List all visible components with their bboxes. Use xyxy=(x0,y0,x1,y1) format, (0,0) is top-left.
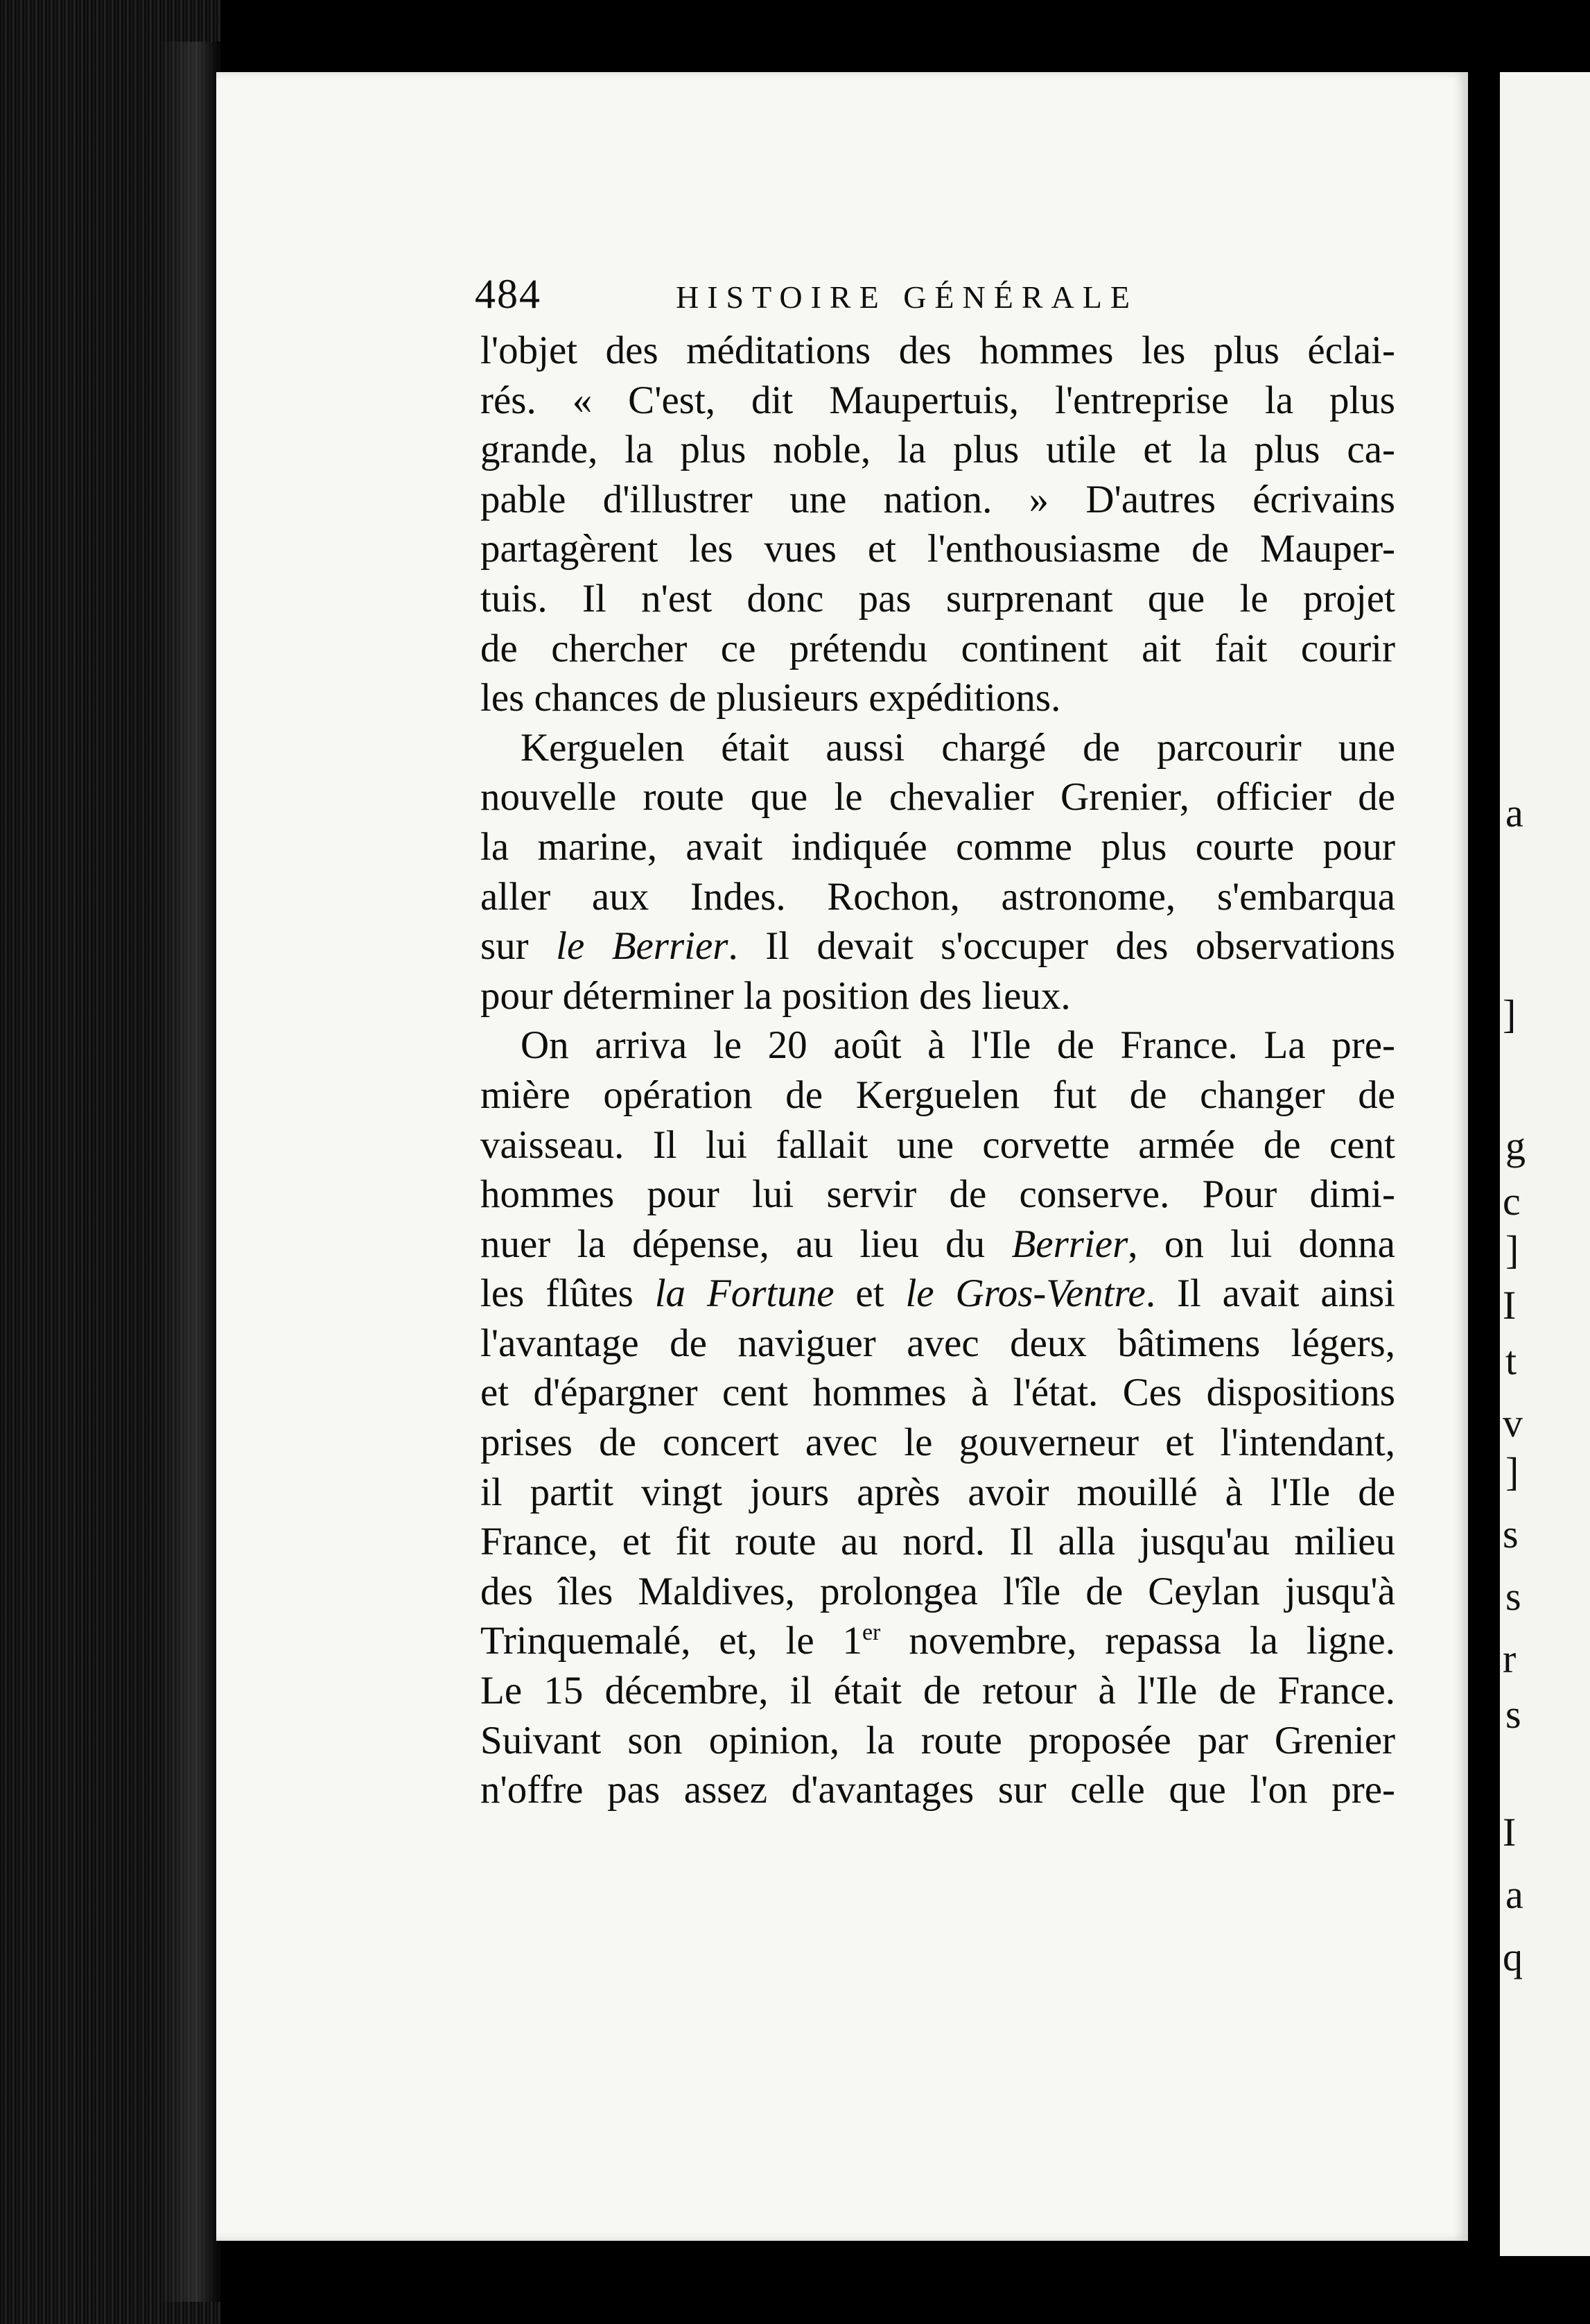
adjacent-page-glyph: v xyxy=(1503,1401,1523,1446)
text-line: les chances de plusieurs expéditions. xyxy=(480,676,1061,720)
text-line: la marine, avait indiquée comme plus courte pour xyxy=(480,824,1395,869)
adjacent-page-glyph: a xyxy=(1505,790,1523,835)
adjacent-page-glyph: g xyxy=(1505,1123,1526,1168)
page-number: 484 xyxy=(475,271,541,317)
running-head: HISTOIRE GÉNÉRALE xyxy=(676,279,1138,315)
text-line: des îles Maldives, prolongea l'île de Ceylan jusqu'à xyxy=(480,1569,1395,1613)
page-text-block xyxy=(475,270,1395,1815)
adjacent-page-glyph: ] xyxy=(1503,991,1517,1037)
text-line: tuis. Il n'est donc pas surprenant que le projet xyxy=(480,576,1395,621)
page-header xyxy=(475,270,1395,326)
text-line: sur le Berrier. Il devait s'occuper des observations xyxy=(480,924,1395,969)
adjacent-page-glyph: s xyxy=(1505,1692,1521,1737)
binding-shadow xyxy=(159,42,222,2302)
text-line: On arriva le 20 août à l'Ile de France. La pre- xyxy=(521,1023,1395,1068)
adjacent-page-glyph: ] xyxy=(1505,1449,1519,1494)
text-line: il partit vingt jours après avoir mouillé à l'Ile de xyxy=(480,1470,1395,1514)
text-line: nouvelle route que le chevalier Grenier, officier de xyxy=(480,775,1395,820)
adjacent-page-glyph: ] xyxy=(1505,1227,1519,1272)
text-line: pour déterminer la position des lieux. xyxy=(480,973,1071,1018)
text-line: partagèrent les vues et l'enthousiasme de Mauper- xyxy=(480,527,1395,571)
gutter xyxy=(1475,55,1496,2295)
text-line: l'avantage de naviguer avec deux bâtimens légers, xyxy=(480,1321,1395,1365)
text-line: vaisseau. Il lui fallait une corvette armée de cent xyxy=(480,1122,1395,1167)
body-text xyxy=(480,326,1395,1815)
text-line: rés. « C'est, dit Maupertuis, l'entreprise la plus xyxy=(480,378,1395,422)
text-line: France, et fit route au nord. Il alla jusqu'au milieu xyxy=(480,1520,1395,1564)
text-line: prises de concert avec le gouverneur et l'intendant, xyxy=(480,1421,1395,1465)
text-line: Le 15 décembre, il était de retour à l'Ile de France. xyxy=(480,1669,1395,1713)
adjacent-page-fragment xyxy=(1500,72,1590,2256)
text-line: Kerguelen était aussi chargé de parcourir une xyxy=(521,725,1395,770)
text-line: grande, la plus noble, la plus utile et la plus ca- xyxy=(480,428,1395,472)
text-line: l'objet des méditations des hommes les plus éclai- xyxy=(480,329,1395,372)
adjacent-page-glyph: a xyxy=(1505,1872,1523,1917)
text-line: aller aux Indes. Rochon, astronome, s'embarqua xyxy=(480,874,1395,919)
text-line: pable d'illustrer une nation. » D'autres écrivains xyxy=(480,477,1395,521)
adjacent-page-glyph: s xyxy=(1503,1511,1519,1556)
adjacent-page-glyph: r xyxy=(1503,1636,1517,1681)
text-line: nuer la dépense, au lieu du Berrier, on lui donna xyxy=(480,1222,1395,1266)
text-line: Trinquemalé, et, le 1er novembre, repassa la ligne. xyxy=(480,1619,1395,1663)
text-line: de chercher ce prétendu continent ait fait courir xyxy=(480,626,1395,670)
text-line: et d'épargner cent hommes à l'état. Ces dispositions xyxy=(480,1371,1395,1415)
adjacent-page-glyph: c xyxy=(1503,1179,1521,1224)
text-line: n'offre pas assez d'avantages sur celle que l'on pre- xyxy=(480,1768,1395,1812)
adjacent-page-glyph: s xyxy=(1505,1574,1521,1619)
text-line: mière opération de Kerguelen fut de changer de xyxy=(480,1073,1395,1117)
adjacent-page-glyph: I xyxy=(1503,1283,1517,1328)
text-line: hommes pour lui servir de conserve. Pour dimi- xyxy=(480,1172,1395,1217)
text-line: les flûtes la Fortune et le Gros-Ventre. Il avait ainsi xyxy=(480,1272,1395,1316)
text-line: Suivant son opinion, la route proposée par Grenier xyxy=(480,1718,1395,1762)
adjacent-page-glyph: q xyxy=(1503,1934,1523,1979)
adjacent-page-glyph: I xyxy=(1503,1810,1517,1855)
adjacent-page-glyph: t xyxy=(1505,1338,1517,1383)
